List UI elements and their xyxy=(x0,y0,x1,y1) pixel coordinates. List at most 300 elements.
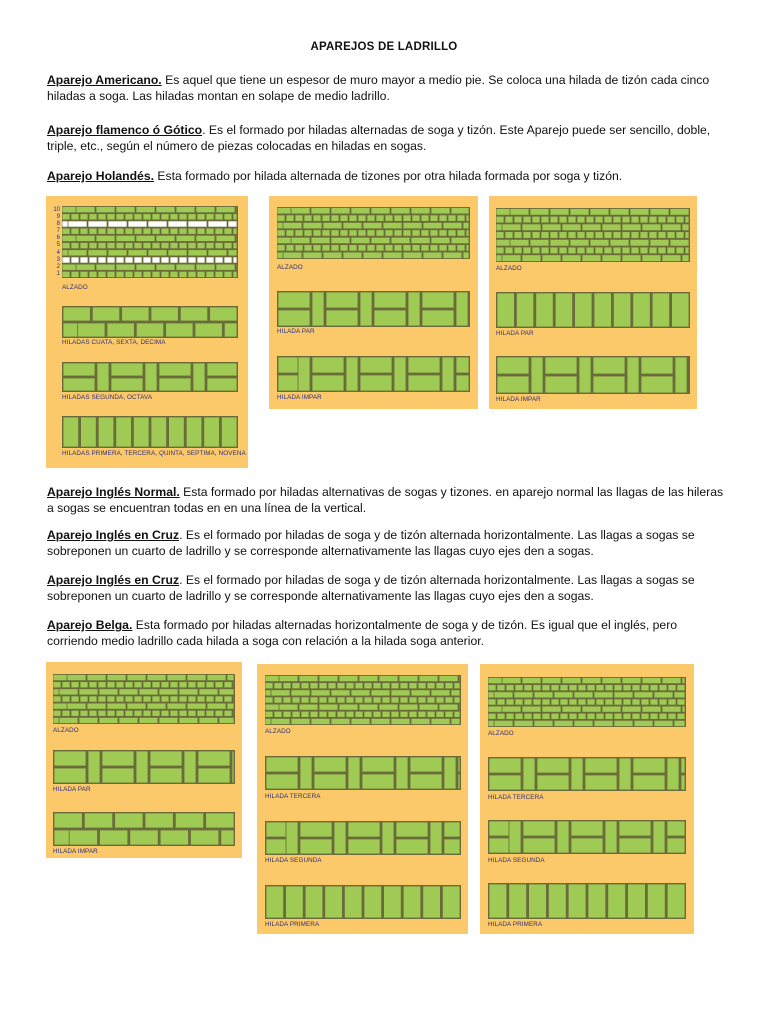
brick xyxy=(143,228,151,234)
brick xyxy=(523,247,531,254)
brick xyxy=(125,243,133,249)
brick xyxy=(578,685,586,691)
brick xyxy=(410,757,442,772)
brick xyxy=(107,703,126,709)
brick xyxy=(532,247,540,254)
brick xyxy=(107,675,126,681)
brick xyxy=(314,757,346,772)
brick xyxy=(523,232,531,239)
brick xyxy=(343,222,362,228)
brick xyxy=(339,676,358,682)
brick xyxy=(199,689,218,695)
brick xyxy=(310,697,318,703)
brick xyxy=(622,216,630,223)
brick xyxy=(596,699,604,705)
brick xyxy=(63,378,95,391)
brick xyxy=(489,758,521,773)
brick xyxy=(136,751,148,783)
brick xyxy=(522,706,541,712)
brick xyxy=(554,720,573,726)
brick xyxy=(295,230,303,236)
brick xyxy=(188,243,196,249)
brick xyxy=(399,676,418,682)
brick xyxy=(391,711,399,717)
brick xyxy=(207,703,226,709)
brick xyxy=(515,685,523,691)
brick xyxy=(236,207,237,213)
brick xyxy=(364,886,382,918)
brick xyxy=(328,711,336,717)
brick xyxy=(196,235,215,241)
brick xyxy=(125,257,133,263)
brick xyxy=(265,683,273,689)
brick xyxy=(271,718,290,724)
brick xyxy=(364,683,372,689)
brick xyxy=(283,222,302,228)
brick xyxy=(143,271,151,277)
brick xyxy=(613,216,621,223)
brick xyxy=(312,375,344,391)
paragraph-text: Esta formado por hiladas alternativas de sogas y tizones. en aparejo normal las llagas de las hileras a sogas se encuentran todas en en una línea de la vertical. xyxy=(47,485,724,515)
brick xyxy=(145,813,173,828)
brick xyxy=(382,683,390,689)
brick xyxy=(430,822,442,854)
brick xyxy=(303,252,322,258)
brick xyxy=(494,720,513,726)
brick xyxy=(670,239,689,246)
brick xyxy=(396,757,408,789)
brick xyxy=(53,696,61,702)
brick xyxy=(187,703,206,709)
brick-course-plan xyxy=(62,306,238,338)
brick xyxy=(304,215,312,221)
brick xyxy=(676,247,684,254)
brick xyxy=(502,678,521,684)
brick xyxy=(594,293,611,327)
brick xyxy=(641,376,673,393)
brick xyxy=(613,232,621,239)
brick xyxy=(382,822,394,854)
brick-course-plan xyxy=(53,750,235,784)
brick xyxy=(156,264,175,270)
brick xyxy=(411,718,430,724)
brick xyxy=(595,232,603,239)
brick xyxy=(408,375,440,391)
brick xyxy=(80,682,88,688)
brick xyxy=(283,711,291,717)
caption-course: HILADA PAR xyxy=(277,328,315,335)
brick xyxy=(421,245,429,251)
brick xyxy=(76,207,95,213)
brick xyxy=(662,224,681,231)
brick xyxy=(650,713,658,719)
brick xyxy=(87,675,106,681)
brick xyxy=(412,215,420,221)
brick-drawing xyxy=(53,674,235,724)
brick xyxy=(71,257,79,263)
brick xyxy=(529,884,547,918)
brick xyxy=(346,683,354,689)
brick xyxy=(363,252,382,258)
brick xyxy=(151,307,178,321)
brick xyxy=(80,696,88,702)
brick xyxy=(79,689,98,695)
brick xyxy=(206,710,214,716)
brick-drawing xyxy=(265,675,461,725)
brick xyxy=(391,683,399,689)
brick xyxy=(676,232,684,239)
brick xyxy=(649,232,657,239)
brick xyxy=(71,271,79,277)
brick xyxy=(582,706,601,712)
brick xyxy=(54,751,86,766)
brick xyxy=(71,243,79,249)
brick xyxy=(423,222,442,228)
brick xyxy=(134,257,142,263)
brick xyxy=(548,884,566,918)
brick xyxy=(176,207,195,213)
brick xyxy=(374,292,406,308)
brick xyxy=(534,720,553,726)
brick xyxy=(197,228,205,234)
brick xyxy=(531,357,543,393)
brick xyxy=(682,224,689,231)
brick xyxy=(641,713,649,719)
brick xyxy=(188,228,196,234)
brick xyxy=(170,271,178,277)
brick xyxy=(292,683,300,689)
brick xyxy=(524,699,532,705)
brick xyxy=(188,214,196,220)
brick xyxy=(533,685,541,691)
brick xyxy=(412,245,420,251)
brick xyxy=(459,676,460,682)
brick xyxy=(215,710,223,716)
brick-course-plan xyxy=(265,885,461,919)
brick xyxy=(292,711,300,717)
brick xyxy=(99,717,118,723)
brick xyxy=(614,713,622,719)
brick xyxy=(59,717,78,723)
brick xyxy=(349,215,357,221)
brick xyxy=(291,718,310,724)
brick xyxy=(170,696,178,702)
brick xyxy=(206,813,234,828)
brick xyxy=(497,357,529,374)
brick xyxy=(156,207,175,213)
brick xyxy=(152,228,160,234)
brick xyxy=(88,751,100,783)
brick xyxy=(497,293,514,327)
brick xyxy=(423,252,442,258)
brick xyxy=(107,271,115,277)
brick xyxy=(632,713,640,719)
brick-elevation xyxy=(496,208,690,262)
brick xyxy=(331,208,350,214)
brick xyxy=(292,697,300,703)
brick xyxy=(516,293,533,327)
brick xyxy=(286,886,304,918)
brick xyxy=(299,704,318,710)
brick xyxy=(631,247,639,254)
brick xyxy=(682,706,685,712)
brick xyxy=(63,307,90,321)
brick xyxy=(667,247,675,254)
brick xyxy=(310,711,318,717)
brick xyxy=(445,683,453,689)
brick xyxy=(295,215,303,221)
figure-american-bond xyxy=(46,196,248,468)
brick xyxy=(159,689,178,695)
brick xyxy=(134,271,142,277)
brick xyxy=(116,271,124,277)
paragraph-term: Aparejo Inglés en Cruz xyxy=(47,528,180,542)
brick-drawing xyxy=(62,206,238,278)
brick xyxy=(568,884,586,918)
paragraph-text: Esta formado por hiladas alternadas horizontalmente de soga y de tizón. Es igual que el inglés, pero corriendo medio ladrillo cada hilada a soga con relación a la hilada soga anterior. xyxy=(47,618,678,648)
brick xyxy=(179,228,187,234)
brick xyxy=(409,683,417,689)
brick xyxy=(443,252,462,258)
brick xyxy=(197,682,205,688)
brick xyxy=(334,822,346,854)
brick xyxy=(448,215,456,221)
brick xyxy=(156,235,175,241)
brick xyxy=(385,215,393,221)
brick xyxy=(541,216,549,223)
brick xyxy=(187,675,206,681)
brick xyxy=(111,363,143,376)
brick xyxy=(675,357,687,393)
brick xyxy=(506,713,514,719)
brick xyxy=(654,692,673,698)
brick xyxy=(143,696,151,702)
paragraph-term: Aparejo Americano. xyxy=(47,73,162,87)
brick xyxy=(373,683,381,689)
brick xyxy=(197,243,205,249)
brick xyxy=(319,704,338,710)
brick xyxy=(71,696,79,702)
brick xyxy=(488,713,496,719)
brick xyxy=(587,713,595,719)
brick xyxy=(632,685,640,691)
brick xyxy=(312,357,344,373)
paragraph-flemish xyxy=(47,123,727,154)
brick xyxy=(578,713,586,719)
brick xyxy=(107,323,134,337)
brick xyxy=(408,357,440,373)
brick xyxy=(304,245,312,251)
paragraph-term: Aparejo Inglés en Cruz xyxy=(47,573,180,587)
brick xyxy=(456,357,469,373)
brick xyxy=(134,214,142,220)
brick xyxy=(588,884,606,918)
brick xyxy=(575,293,592,327)
brick xyxy=(658,247,666,254)
brick xyxy=(551,713,559,719)
brick xyxy=(641,357,673,374)
brick xyxy=(148,221,167,227)
brick xyxy=(550,247,558,254)
brick xyxy=(89,710,97,716)
brick xyxy=(674,720,685,726)
brick xyxy=(301,697,309,703)
brick xyxy=(298,357,310,391)
caption-course: HILADA PAR xyxy=(496,330,534,337)
brick xyxy=(71,228,79,234)
row-number: 1 xyxy=(56,270,60,277)
brick xyxy=(458,774,460,789)
brick xyxy=(216,264,235,270)
brick xyxy=(62,682,70,688)
brick xyxy=(458,757,460,772)
brick xyxy=(632,699,640,705)
brick xyxy=(578,699,586,705)
brick xyxy=(587,685,595,691)
brick-course-plan xyxy=(265,821,461,855)
brick xyxy=(88,250,107,256)
brick xyxy=(349,245,357,251)
brick xyxy=(613,293,630,327)
paragraph-term: Aparejo Inglés Normal. xyxy=(47,485,180,499)
paragraph-english-cross xyxy=(47,528,727,559)
brick xyxy=(98,271,106,277)
brick xyxy=(605,713,613,719)
brick xyxy=(206,271,214,277)
caption-alzado: ALZADO xyxy=(53,727,79,734)
brick xyxy=(180,307,207,321)
brick xyxy=(167,703,186,709)
brick xyxy=(134,696,142,702)
brick xyxy=(134,228,142,234)
brick xyxy=(489,775,521,790)
brick xyxy=(670,209,689,216)
brick xyxy=(119,689,138,695)
brick xyxy=(143,214,151,220)
brick xyxy=(98,214,106,220)
brick xyxy=(161,682,169,688)
brick xyxy=(233,271,237,277)
brick xyxy=(283,683,291,689)
brick-course-plan xyxy=(496,292,690,328)
brick xyxy=(197,214,205,220)
brick xyxy=(176,264,195,270)
brick xyxy=(641,685,649,691)
brick xyxy=(445,697,453,703)
caption-course: HILADA PAR xyxy=(53,786,91,793)
brick xyxy=(179,682,187,688)
brick xyxy=(152,682,160,688)
brick xyxy=(634,720,653,726)
brick xyxy=(277,230,285,236)
brick xyxy=(314,774,346,789)
brick xyxy=(127,675,146,681)
brick xyxy=(502,224,521,231)
brick xyxy=(421,215,429,221)
brick xyxy=(522,678,541,684)
brick xyxy=(363,222,382,228)
brick-drawing xyxy=(488,883,686,919)
brick xyxy=(175,813,203,828)
brick xyxy=(326,310,358,326)
brick xyxy=(448,230,456,236)
brick xyxy=(463,222,469,228)
brick xyxy=(196,207,215,213)
brick xyxy=(439,230,447,236)
brick xyxy=(497,699,505,705)
brick xyxy=(169,417,185,447)
brick xyxy=(136,323,163,337)
brick xyxy=(197,257,205,263)
brick xyxy=(457,245,465,251)
brick xyxy=(286,822,298,854)
brick xyxy=(134,682,142,688)
brick xyxy=(560,713,568,719)
brick xyxy=(224,214,232,220)
brick xyxy=(179,271,187,277)
brick xyxy=(233,214,237,220)
brick xyxy=(325,886,343,918)
brick xyxy=(403,886,421,918)
brick xyxy=(505,216,513,223)
brick xyxy=(534,692,553,698)
brick xyxy=(409,697,417,703)
brick xyxy=(427,683,435,689)
brick xyxy=(524,685,532,691)
brick xyxy=(515,699,523,705)
brick xyxy=(448,245,456,251)
brick xyxy=(191,830,219,845)
brick xyxy=(654,720,673,726)
paragraph-term: Aparejo Belga. xyxy=(47,618,133,632)
brick-drawing xyxy=(53,750,235,784)
caption-course: HILADA TERCERA xyxy=(265,793,321,800)
brick xyxy=(161,228,169,234)
brick xyxy=(143,257,151,263)
figure-flemish-bond xyxy=(269,196,478,409)
caption-alzado: ALZADO xyxy=(265,728,291,735)
brick xyxy=(127,703,146,709)
brick xyxy=(385,230,393,236)
brick xyxy=(301,711,309,717)
brick xyxy=(351,208,370,214)
brick-course-plan xyxy=(62,362,238,392)
brick xyxy=(442,886,460,918)
brick xyxy=(394,245,402,251)
brick xyxy=(160,830,188,845)
paragraph-term: Aparejo Holandés. xyxy=(47,169,155,183)
brick xyxy=(662,678,681,684)
brick xyxy=(371,208,390,214)
brick xyxy=(331,718,350,724)
brick xyxy=(509,884,527,918)
brick xyxy=(76,264,95,270)
brick xyxy=(311,718,330,724)
brick xyxy=(559,216,567,223)
brick xyxy=(622,706,641,712)
brick xyxy=(659,685,667,691)
brick xyxy=(533,713,541,719)
brick xyxy=(668,713,676,719)
brick xyxy=(161,710,169,716)
brick xyxy=(224,323,237,337)
brick xyxy=(133,417,149,447)
brick xyxy=(278,292,310,308)
brick xyxy=(152,696,160,702)
brick xyxy=(466,215,469,221)
brick xyxy=(408,292,420,326)
brick-course-plan xyxy=(488,757,686,791)
